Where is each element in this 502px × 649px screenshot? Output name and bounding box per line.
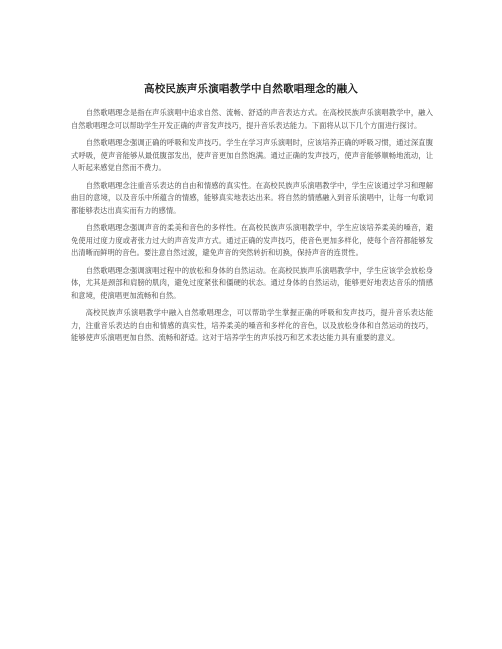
paragraph: 自然歌唱理念强调正确的呼吸和发声技巧。学生在学习声乐演唱时，应该培养正确的呼吸习惯，通过深直腹式呼吸，使声音能够从最低腹部发出，使声音更加自然饱满。通过正确的发声技巧，使声音能够顺畅地流动，让人听起来感觉自然而不费力。 — [71, 138, 433, 172]
paragraph: 自然歌唱理念是指在声乐演唱中追求自然、流畅、舒适的声音表达方式。在高校民族声乐演唱教学中，融入自然歌唱理念可以帮助学生开发正确的声音发声技巧，提升音乐表达能力。下面将从以下几个方面进行探讨。 — [71, 108, 433, 130]
paragraph: 自然歌唱理念强调演唱过程中的放松和身体的自然运动。在高校民族声乐演唱教学中，学生应该学会放松身体，尤其是颈部和肩膀的肌肉，避免过度紧张和僵硬的状态。通过身体的自然运动，能够更好地表达音乐的情感和意境，使演唱更加流畅和自然。 — [71, 265, 433, 300]
paragraph: 自然歌唱理念强调声音的柔美和音色的多样性。在高校民族声乐演唱教学中，学生应该培养柔美的嗓音，避免使用过度力度或者张力过大的声音发声方式。通过正确的发声技巧，使音色更加多样化，使每个音符都能够发出清晰而鲜明的音色。要注意自然过渡，避免声音的突然转折和切换，保持声音的连贯性。 — [71, 223, 433, 257]
paragraph: 自然歌唱理念注重音乐表达的自由和情感的真实性。在高校民族声乐演唱教学中，学生应该通过学习和理解曲目的意境，以及音乐中所蕴含的情感，能够真实地表达出来。将自然的情感融入到音乐演唱中，让每一句歌词都能够表达出真实而有力的感情。 — [71, 180, 433, 215]
document-body — [71, 107, 433, 350]
document-title: 高校民族声乐演唱教学中自然歌唱理念的融入 — [144, 83, 358, 95]
paragraph: 高校民族声乐演唱教学中融入自然歌唱理念，可以帮助学生掌握正确的呼吸和发声技巧，提升音乐表达能力，注重音乐表达的自由和情感的真实性，培养柔美的嗓音和多样化的音色，以及放松身体和自然运动的技巧，能够使声乐演唱更加自然、流畅和舒适。这对于培养学生的声乐技巧和艺术表达能力具有重要的意义。 — [71, 308, 433, 342]
